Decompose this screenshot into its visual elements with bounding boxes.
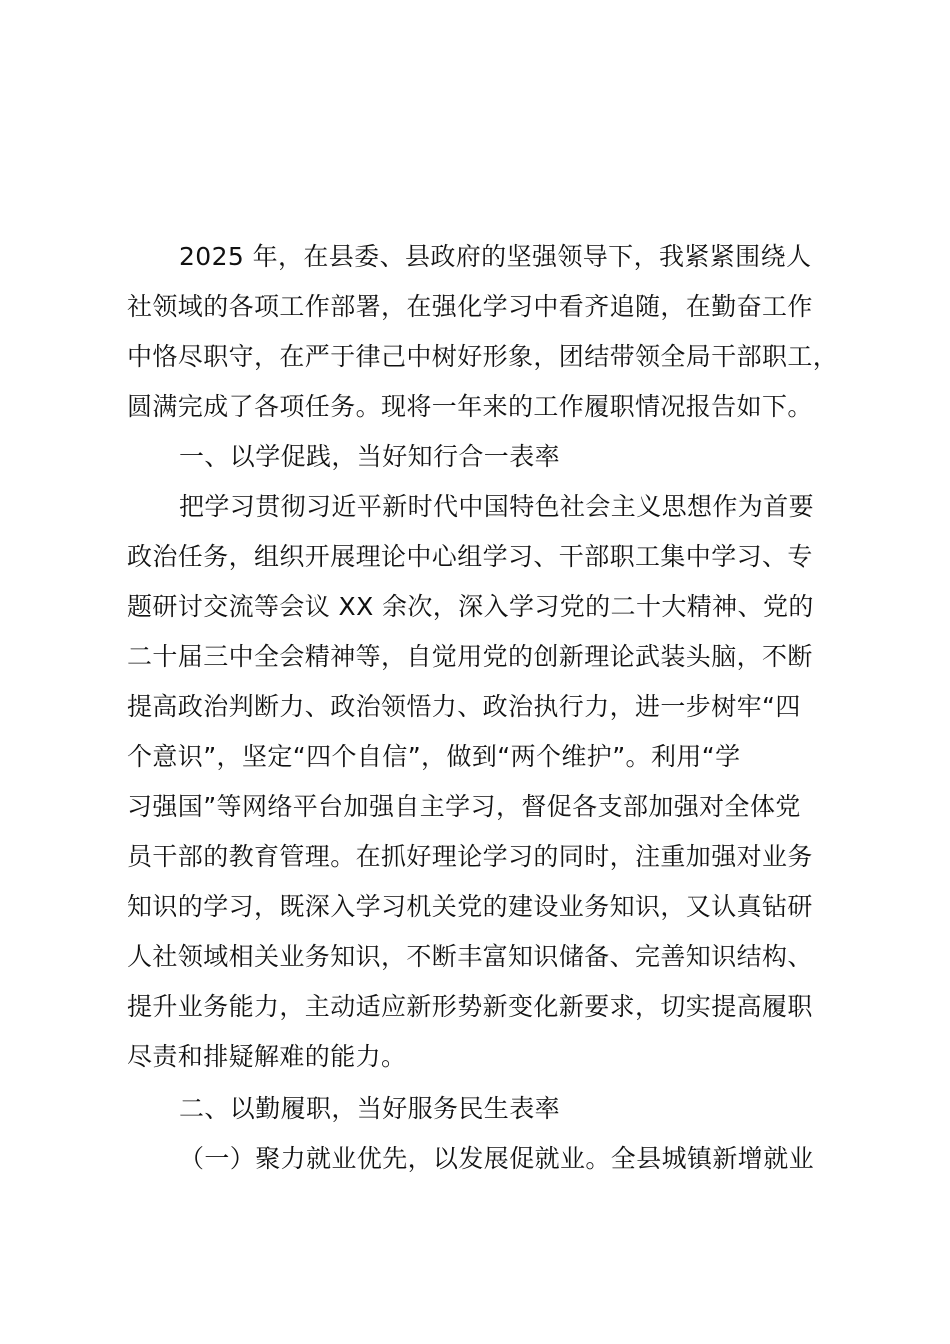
section-2-line-1: （一）聚力就业优先，以发展促就业。全县城镇新增就业 <box>179 1144 815 1173</box>
intro-line-2: 社领域的各项工作部署，在强化学习中看齐追随，在勤奋工作 <box>127 292 813 321</box>
section-1-line-9: 知识的学习，既深入学习机关党的建设业务知识，又认真钻研 <box>127 892 813 921</box>
section-1-line-10: 人社领域相关业务知识，不断丰富知识储备、完善知识结构、 <box>127 942 813 971</box>
section-1-line-3: 题研讨交流等会议 XX 余次，深入学习党的二十大精神、党的 <box>127 592 814 621</box>
section-1-line-7: 习强国”等网络平台加强自主学习，督促各支部加强对全体党 <box>127 792 801 821</box>
section-1-line-1: 把学习贯彻习近平新时代中国特色社会主义思想作为首要 <box>179 492 815 521</box>
section-1-line-2: 政治任务，组织开展理论中心组学习、干部职工集中学习、专 <box>127 542 813 571</box>
section-1-line-4: 二十届三中全会精神等，自觉用党的创新理论武装头脑，不断 <box>127 642 813 671</box>
section-1-line-5: 提高政治判断力、政治领悟力、政治执行力，进一步树牢“四 <box>127 692 801 721</box>
intro-line-3: 中恪尽职守，在严于律己中树好形象，团结带领全局干部职工， <box>127 342 839 371</box>
section-1-line-6: 个意识”，坚定“四个自信”，做到“两个维护”。利用“学 <box>127 742 741 771</box>
section-1-line-8: 员干部的教育管理。在抓好理论学习的同时，注重加强对业务 <box>127 842 813 871</box>
intro-line-4: 圆满完成了各项任务。现将一年来的工作履职情况报告如下。 <box>127 392 813 421</box>
section-1-line-12: 尽责和排疑解难的能力。 <box>127 1042 407 1071</box>
intro-line-1: 2025 年，在县委、县政府的坚强领导下，我紧紧围绕人 <box>179 242 812 271</box>
document-body <box>127 232 847 1184</box>
section-1-line-11: 提升业务能力，主动适应新形势新变化新要求，切实提高履职 <box>127 992 813 1021</box>
section-2-heading: 二、以勤履职，当好服务民生表率 <box>179 1094 561 1123</box>
section-1-heading: 一、以学促践，当好知行合一表率 <box>179 442 561 471</box>
